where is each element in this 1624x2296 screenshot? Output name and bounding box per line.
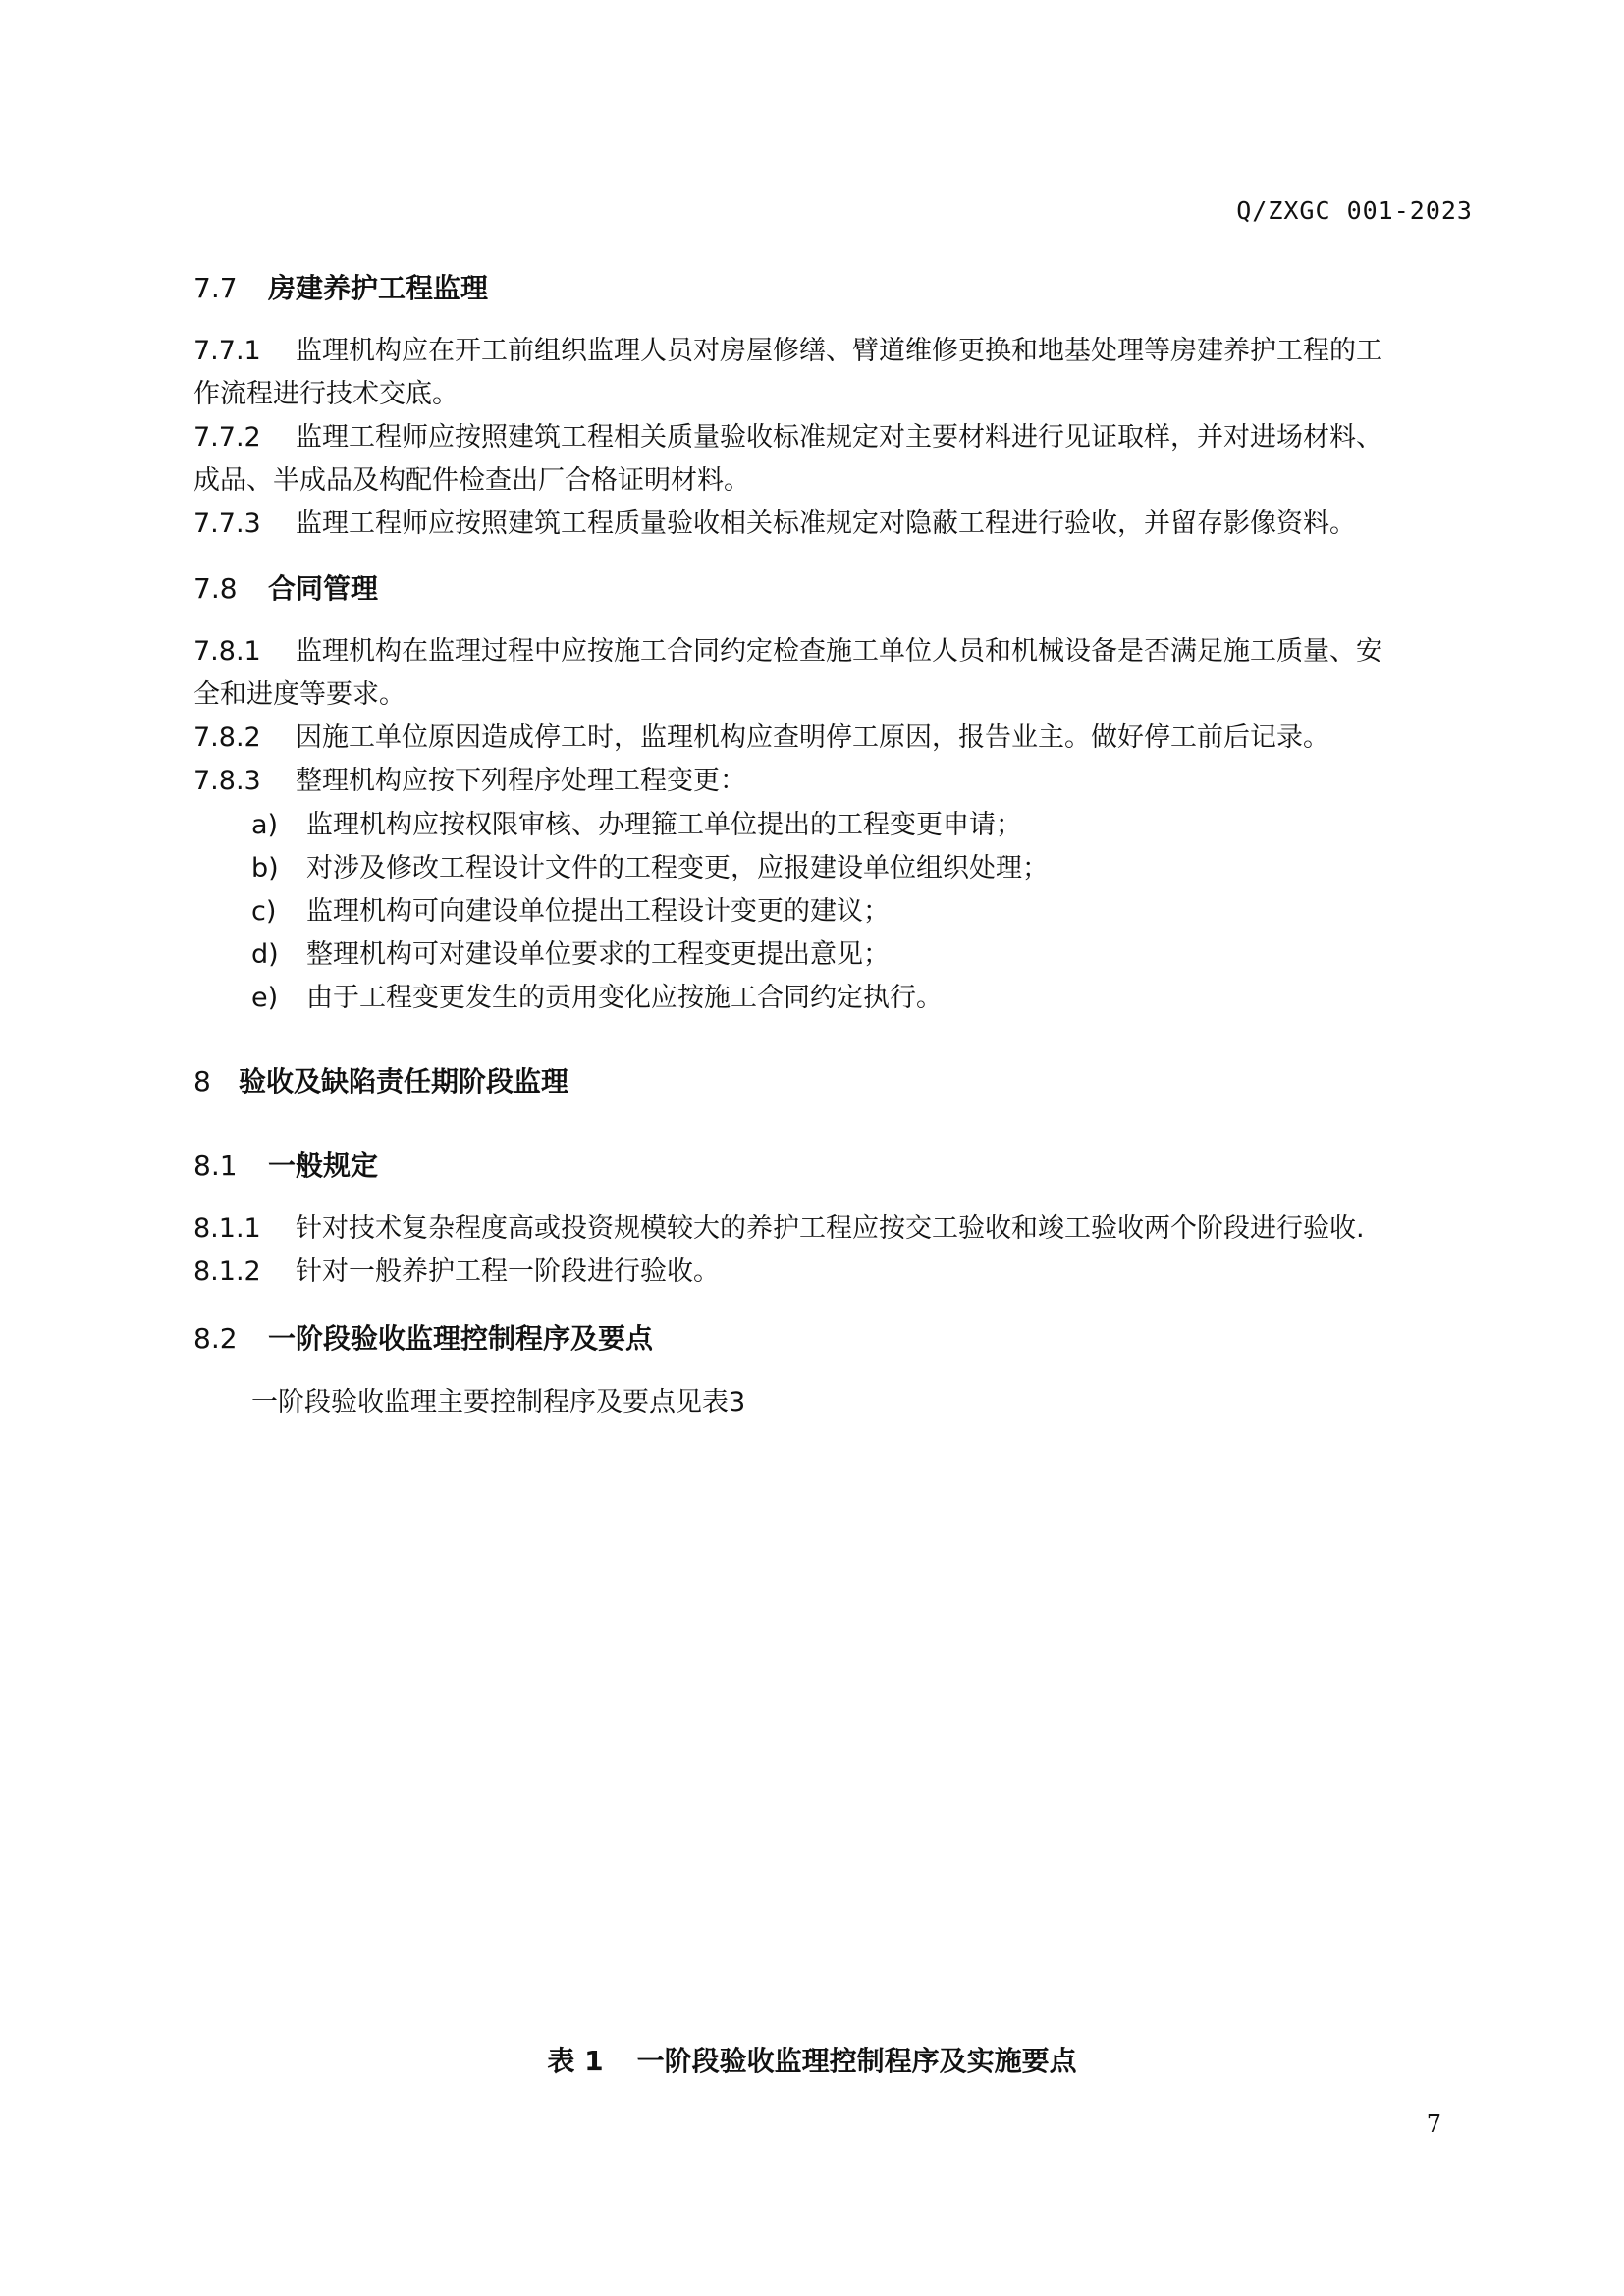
clause-7-7-1 xyxy=(193,330,1470,416)
list-item xyxy=(251,976,943,1014)
list-item xyxy=(251,933,890,971)
clause-number: 7.7.1 xyxy=(193,336,261,366)
list-item-text: 监理机构应按权限审核、办理箍工单位提出的工程变更申请； xyxy=(306,810,1022,840)
section-body-text: 一阶段验收监理主要控制程序及要点见表3 xyxy=(251,1387,746,1417)
clause-number: 7.7.3 xyxy=(193,508,261,539)
section-title: 一般规定 xyxy=(268,1149,379,1182)
clause-7-7-2 xyxy=(193,416,1470,503)
clause-text-line2: 全和进度等要求。 xyxy=(193,679,406,710)
clause-text-line2: 作流程进行技术交底。 xyxy=(193,379,459,409)
list-item-label: c) xyxy=(251,896,277,927)
clause-text-line1: 整理机构应按下列程序处理工程变更： xyxy=(296,766,746,796)
clause-text-line1: 针对技术复杂程度高或投资规模较大的养护工程应按交工验收和竣工验收两个阶段进行验收. xyxy=(296,1213,1365,1244)
list-item xyxy=(251,803,1022,841)
section-heading-7-7 xyxy=(193,267,488,306)
list-item xyxy=(251,846,1049,884)
clause-8-1-2 xyxy=(193,1251,1470,1294)
section-title: 房建养护工程监理 xyxy=(268,272,489,304)
clause-number: 8.1.2 xyxy=(193,1256,261,1287)
clause-number: 7.8.2 xyxy=(193,722,261,753)
clause-text-line1: 监理工程师应按照建筑工程相关质量验收标准规定对主要材料进行见证取样，并对进场材料、 xyxy=(296,422,1382,453)
clause-number: 8.1.1 xyxy=(193,1213,261,1244)
clause-text-line2: 成品、半成品及构配件检查出厂合格证明材料。 xyxy=(193,465,750,496)
clause-7-8-3 xyxy=(193,760,1470,803)
table-caption-title: 一阶段验收监理控制程序及实施要点 xyxy=(636,2045,1077,2077)
section-number: 8.1 xyxy=(193,1149,238,1182)
table-caption-label: 表 1 xyxy=(547,2045,604,2077)
clause-text-line1: 监理工程师应按照建筑工程质量验收相关标准规定对隐蔽工程进行验收，并留存影像资料。 xyxy=(296,508,1356,539)
chapter-title: 验收及缺陷责任期阶段监理 xyxy=(239,1065,569,1097)
section-heading-8-2 xyxy=(193,1317,653,1357)
clause-text-line1: 因施工单位原因造成停工时，监理机构应查明停工原因，报告业主。做好停工前后记录。 xyxy=(296,722,1329,753)
clause-7-8-2 xyxy=(193,717,1470,760)
list-item-label: e) xyxy=(251,983,279,1013)
list-item-label: d) xyxy=(251,939,279,970)
section-number: 7.8 xyxy=(193,572,238,605)
section-title: 合同管理 xyxy=(268,572,379,605)
clause-text-line1: 监理机构应在开工前组织监理人员对房屋修缮、臂道维修更换和地基处理等房建养护工程的工 xyxy=(296,336,1382,366)
chapter-heading-8 xyxy=(193,1060,568,1099)
list-item-label: b) xyxy=(251,853,279,883)
clause-text-line1: 针对一般养护工程一阶段进行验收。 xyxy=(296,1256,720,1287)
list-item xyxy=(251,889,890,928)
table-caption xyxy=(0,2040,1624,2079)
section-heading-8-1 xyxy=(193,1145,378,1184)
section-number: 7.7 xyxy=(193,272,238,304)
clause-number: 7.7.2 xyxy=(193,422,261,453)
clause-number: 7.8.3 xyxy=(193,766,261,796)
section-heading-7-8 xyxy=(193,567,378,607)
clause-number: 7.8.1 xyxy=(193,636,261,667)
list-item-text: 整理机构可对建设单位要求的工程变更提出意见； xyxy=(306,939,890,970)
clause-7-7-3 xyxy=(193,503,1470,546)
page-number: 7 xyxy=(1426,2110,1441,2138)
list-item-label: a) xyxy=(251,810,279,840)
clause-8-1-1 xyxy=(193,1207,1470,1251)
chapter-number: 8 xyxy=(193,1065,211,1097)
clause-text-line1: 监理机构在监理过程中应按施工合同约定检查施工单位人员和机械设备是否满足施工质量、安 xyxy=(296,636,1382,667)
list-item-text: 对涉及修改工程设计文件的工程变更，应报建设单位组织处理； xyxy=(306,853,1049,883)
section-title: 一阶段验收监理控制程序及要点 xyxy=(268,1322,654,1355)
standard-code: Q/ZXGC 001-2023 xyxy=(1236,196,1473,225)
list-item-text: 由于工程变更发生的贡用变化应按施工合同约定执行。 xyxy=(306,983,943,1013)
clause-7-8-1 xyxy=(193,630,1470,717)
list-item-text: 监理机构可向建设单位提出工程设计变更的建议； xyxy=(306,896,890,927)
section-number: 8.2 xyxy=(193,1322,238,1355)
